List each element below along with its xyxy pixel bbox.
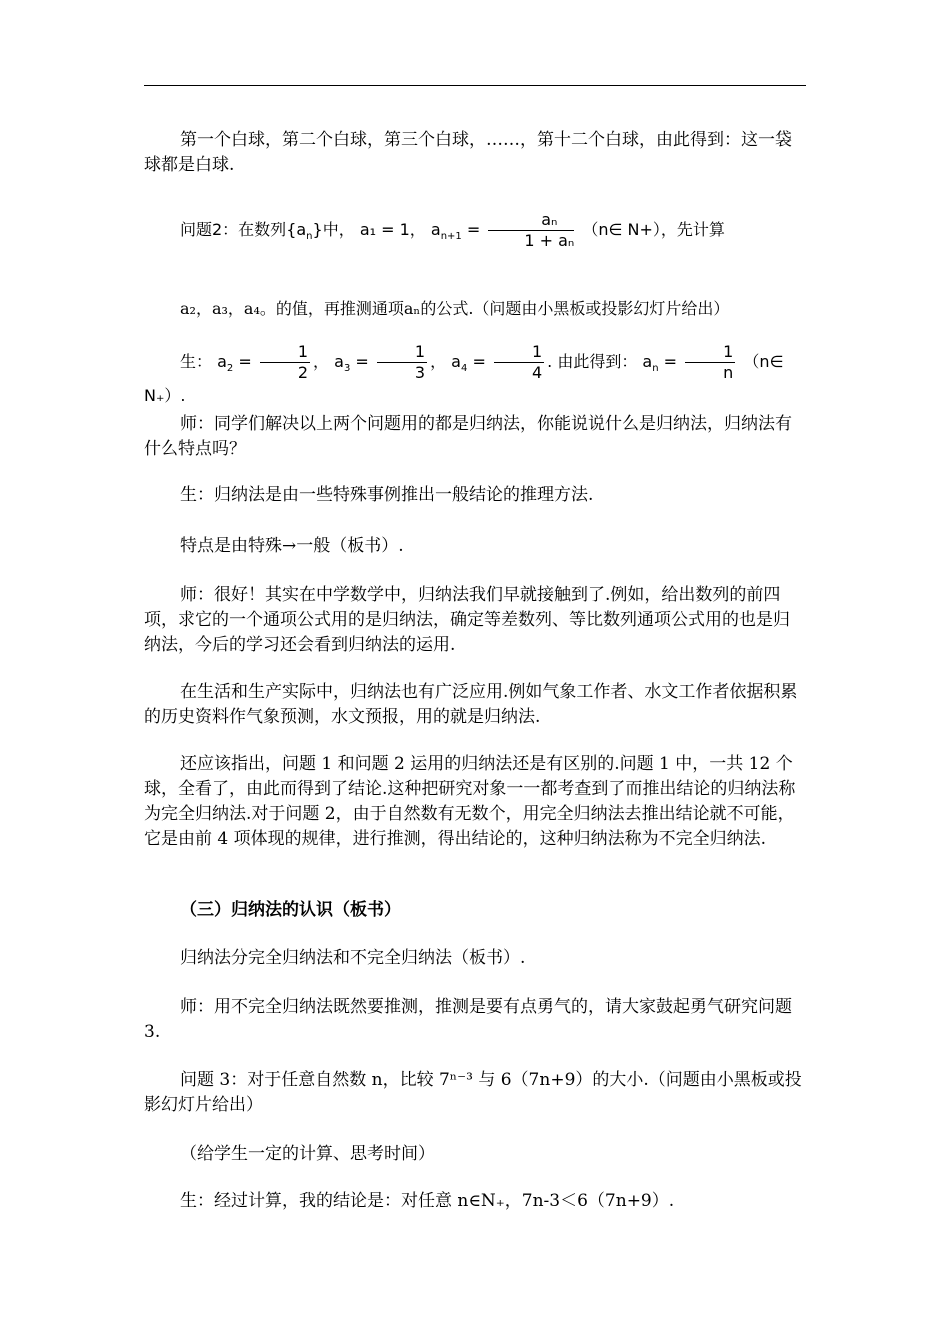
fraction-numerator: aₙ [488, 210, 574, 231]
paragraph-8: 师：很好！其实在中学数学中，归纳法我们早就接触到了.例如，给出数列的前四项，求它的一个通项公式用的是归纳法，确定等差数列、等比数列通项公式用的也是归纳法，今后的学习还会看到归纳法的运用. [144, 585, 790, 655]
problem-2-tail: （n∈ N+），先计算 [582, 220, 725, 239]
student-answer-1: 生： $a_2$ = $\frac{1}{2}$ ， $a_3$ = $\frac{1}{3}$ ， $a_4$ = $\frac{1}{4}$ . 由此得到： $a_n$ = $\frac{1}{n}$ （n∈ N₊）. [144, 342, 784, 405]
student-answer-tail: （n∈ N₊）. [144, 352, 784, 405]
paragraph-16: 生：经过计算，我的结论是：对任意 n∈N₊，7n-3＜6（7n+9）. [180, 1191, 675, 1211]
student-answer-mid: 由此得到： [557, 352, 638, 371]
paragraph-3: a₂，a₃，a₄。的值，再推测通项aₙ的公式.（问题由小黑板或投影幻灯片给出） [180, 299, 730, 318]
paragraph-14: 问题 3：对于任意自然数 n，比较 7ⁿ⁻³ 与 6（7n+9）的大小.（问题由小黑板或投影幻灯片给出） [144, 1070, 802, 1115]
paragraph-7: 特点是由特殊→一般（板书）. [180, 536, 404, 556]
paragraph-15: （给学生一定的计算、思考时间） [180, 1144, 435, 1164]
problem-2-lead: 问题2：在数列 [180, 220, 287, 239]
fraction-general: $\frac{1}{n}$ [685, 342, 735, 383]
section-heading-3: （三）归纳法的认识（板书） [180, 900, 401, 920]
fraction-third: $\frac{1}{3}$ [377, 342, 427, 383]
paragraph-1: 第一个白球，第二个白球，第三个白球，……，第十二个白球，由此得到：这一袋球都是白球. [144, 130, 792, 175]
paragraph-10: 还应该指出，问题 1 和问题 2 运用的归纳法还是有区别的.问题 1 中，一共 12 个球，全看了，由此而得到了结论.这种把研究对象一一都考查到了而推出结论的归纳法称为完全归纳法.对于问题 2，由于自然数有无数个，用完全归纳法去推出结论就不可能，它是由前 4 项体现的规律，进行推测，得出结论的，这种归纳法称为不完全归纳法. [144, 754, 796, 849]
student-label: 生： [180, 352, 213, 371]
recurrence-fraction [488, 210, 574, 251]
fraction-half: $\frac{1}{2}$ [260, 342, 310, 383]
paragraph-13: 师：用不完全归纳法既然要推测，推测是要有点勇气的，请大家鼓起勇气研究问题 3. [144, 997, 792, 1042]
fraction-quarter: $\frac{1}{4}$ [494, 342, 544, 383]
problem-2-mid: 中， [322, 220, 355, 239]
problem-2-line: 问题2：在数列$\{a_n\}$中， a₁ = 1， $a_{n+1}$ = $\frac{\text{aₙ}}{\text{1 + aₙ}}$ （n∈ N+），先计算 [180, 210, 725, 250]
header-rule [144, 85, 806, 86]
problem-2-a1: a₁ = 1， [359, 220, 426, 239]
paragraph-5: 师：同学们解决以上两个问题用的都是归纳法，你能说说什么是归纳法，归纳法有什么特点吗？ [144, 414, 792, 459]
fraction-denominator: 1 + aₙ [524, 231, 575, 250]
paragraph-12: 归纳法分完全归纳法和不完全归纳法（板书）. [180, 948, 526, 968]
paragraph-6: 生：归纳法是由一些特殊事例推出一般结论的推理方法. [180, 485, 594, 505]
paragraph-9: 在生活和生产实际中，归纳法也有广泛应用.例如气象工作者、水文工作者依据积累的历史资料作气象预测，水文预报，用的就是归纳法. [144, 682, 798, 727]
